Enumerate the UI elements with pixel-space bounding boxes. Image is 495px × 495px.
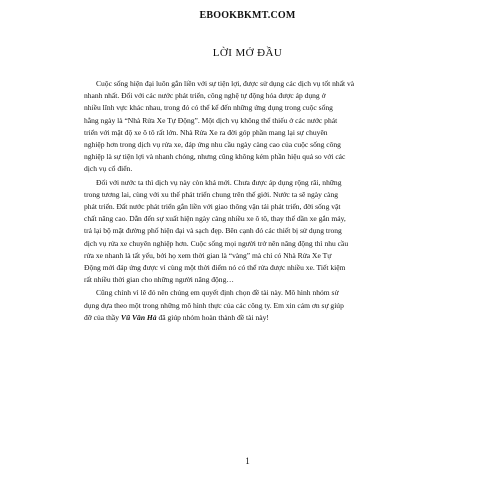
page-title: LỜI MỞ ĐẦU [212, 47, 283, 59]
paragraph-line: nghiệp là sự tiện lợi và nhanh chóng, nhưng cũng không kém phần hiệu quả so với các [84, 152, 346, 162]
site-header: EBOOKBKMT.COM [199, 10, 296, 21]
paragraph-line: trả lại bộ mặt đường phố hiện đại và sạch đẹp. Bên cạnh đó các thiết bị sử dụng trong [84, 226, 342, 236]
paragraph-line: Cũng chính vì lẽ đó nên chúng em quyết định chọn đề tài này. Mô hình nhóm sử [96, 288, 339, 298]
paragraph-line: dịch vụ cổ điển. [84, 164, 133, 174]
page-number: 1 [245, 456, 250, 466]
paragraph-line: dụng dựa theo một trong những mô hình thực của các công ty. Em xin cám ơn sự giúp [84, 300, 344, 310]
paragraph-line: nhanh nhất. Đối với các nước phát triển, công nghệ tự động hóa được áp dụng ở [84, 91, 326, 101]
paragraph-line: rửa xe nhanh là tất yếu, bởi họ xem thời gian là “vàng” mà chỉ có Nhà Rửa Xe Tự [84, 250, 332, 260]
paragraph-line: trong tương lai, cùng với xu thế phát triển chung trên thế giới. Nước ta sẽ ngày càng [84, 189, 339, 199]
paragraph-line: Cuộc sống hiện đại luôn gắn liền với sự tiện lợi, được sử dụng các dịch vụ tốt nhất và [96, 79, 355, 88]
document-body [84, 78, 426, 324]
paragraph-line: hằng ngày là “Nhà Rửa Xe Tự Động”. Một dịch vụ không thể thiếu ở các nước phát [84, 115, 338, 125]
paragraph-line [84, 312, 426, 324]
teacher-name: Vũ Văn Hà [120, 312, 157, 322]
paragraph-text: đã giúp nhóm hoàn thành đề tài này! [156, 312, 269, 322]
paragraph-line: Đối với nước ta thì dịch vụ này còn khá mới. Chưa được áp dụng rộng rãi, những [96, 177, 342, 187]
paragraph-line: rất nhiều thời gian cho những người năng động… [84, 275, 234, 285]
paragraph-line: phát triển. Đất nước phát triển gắn liền với giao thông vận tải phát triển, đời sống vật [84, 202, 341, 212]
paragraph-line: Động mới đáp ứng được vì cùng một thời điểm nó có thể rửa được nhiều xe. Tiết kiệm [84, 263, 346, 273]
paragraph-2 [84, 177, 426, 287]
paragraph-line: nghiệp hơn trong dịch vụ rửa xe, đáp ứng nhu cầu ngày càng cao của cuộc sống công [84, 140, 341, 150]
paragraph-text: đỡ của thầy [84, 312, 120, 322]
paragraph-line: chất nâng cao. Dẫn đến sự xuất hiện ngày càng nhiều xe ô tô, thay thế dần xe gắn máy, [84, 214, 346, 224]
paragraph-line: triển với mật độ xe ô tô rất lớn. Nhà Rửa Xe ra đời góp phần mang lại sự chuyên [84, 127, 328, 137]
paragraph-line: dịch vụ rửa xe chuyên nghiệp hơn. Cuộc sống mọi người trở nên năng động thì nhu cầu [84, 238, 349, 248]
paragraph-3 [84, 287, 426, 324]
paragraph-line: nhiều lĩnh vực khác nhau, trong đó có thể kể đến những ứng dụng trong cuộc sống [84, 103, 333, 113]
paragraph-1 [84, 78, 426, 176]
